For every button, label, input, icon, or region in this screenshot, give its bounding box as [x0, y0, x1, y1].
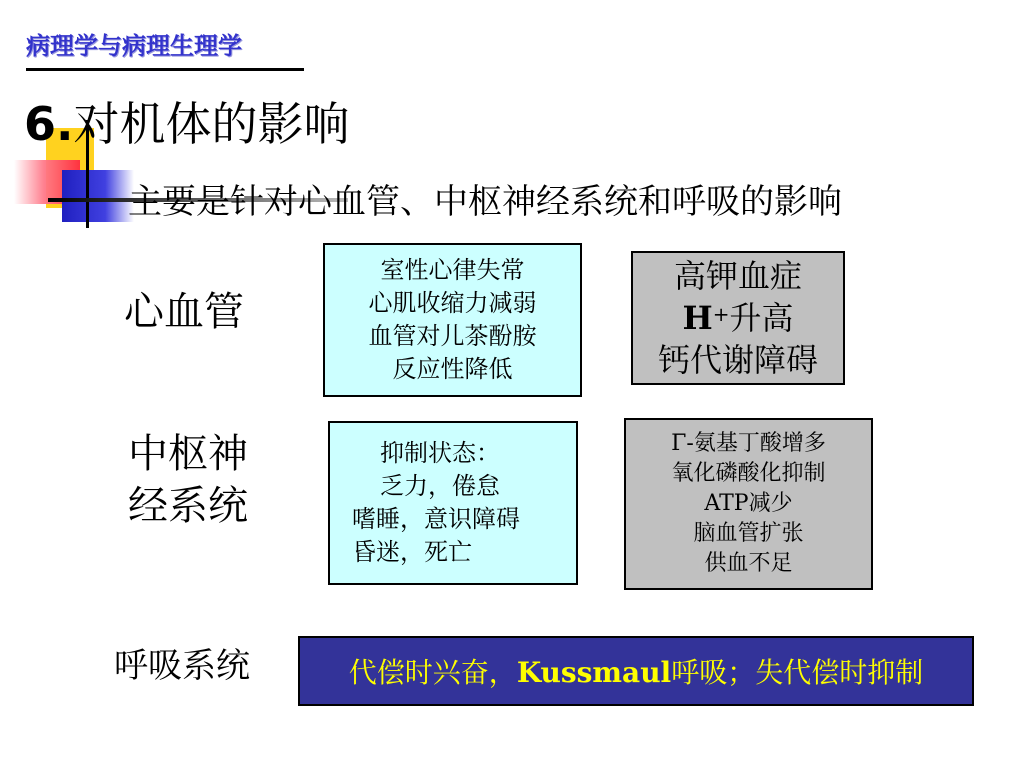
slide-title-number: 6. [24, 97, 74, 151]
kussmaul-term: Kussmaul [516, 656, 672, 689]
respiratory-box [298, 636, 974, 706]
cns-effect-1: 抑制状态： [380, 439, 500, 467]
respiratory-text [349, 651, 923, 691]
respiratory-text-a: 代偿时兴奋， [348, 656, 517, 689]
respiratory-text-c: 呼吸；失代偿时抑制 [671, 656, 924, 689]
course-title: 病理学与病理生理学 [26, 32, 242, 60]
hydrogen-symbol: H [682, 299, 713, 337]
cns-mech-1: Γ-氨基丁酸增多 [671, 431, 826, 456]
label-cns-line1: 中枢神 [128, 431, 248, 477]
slide-title [24, 88, 349, 154]
label-cns-line2: 经系统 [128, 483, 248, 529]
label-cardiovascular: 心血管 [124, 289, 244, 335]
cns-mech-5: 供血不足 [704, 551, 793, 576]
slide-title-text: 对机体的影响 [73, 97, 350, 151]
cardio-effect-4: 反应性降低 [392, 355, 513, 383]
cns-mech-3: ATP减少 [704, 491, 793, 516]
slide-subtitle: 主要是针对心血管、中枢神经系统和呼吸的影响 [128, 182, 842, 222]
hydrogen-charge: + [712, 302, 730, 326]
cardio-mech-2 [682, 297, 793, 339]
cns-effect-2: 乏力，倦怠 [380, 472, 500, 500]
cardio-mech-2-rest: 升高 [729, 299, 794, 337]
cardio-effect-3: 血管对儿茶酚胺 [368, 322, 537, 350]
header-underline [26, 68, 304, 71]
label-respiratory: 呼吸系统 [114, 646, 250, 686]
cns-mech-4: 脑血管扩张 [693, 521, 804, 546]
cardio-effect-2: 心肌收缩力减弱 [368, 289, 537, 317]
cns-effect-3: 嗜睡，意识障碍 [352, 505, 520, 533]
cns-effect-4: 昏迷，死亡 [352, 538, 472, 566]
decor-blue-gradient [62, 170, 134, 222]
cns-effects-box [328, 421, 578, 585]
label-cns [128, 428, 248, 532]
cns-mech-2: 氧化磷酸化抑制 [671, 461, 826, 486]
cardio-mech-1: 高钾血症 [673, 257, 802, 295]
cardio-mechanism-box [631, 251, 845, 385]
cns-mechanism-box [624, 418, 873, 590]
cardio-effect-1: 室性心律失常 [380, 256, 525, 284]
cardio-effects-box [323, 243, 582, 397]
cardio-mech-3: 钙代谢障碍 [657, 341, 818, 379]
